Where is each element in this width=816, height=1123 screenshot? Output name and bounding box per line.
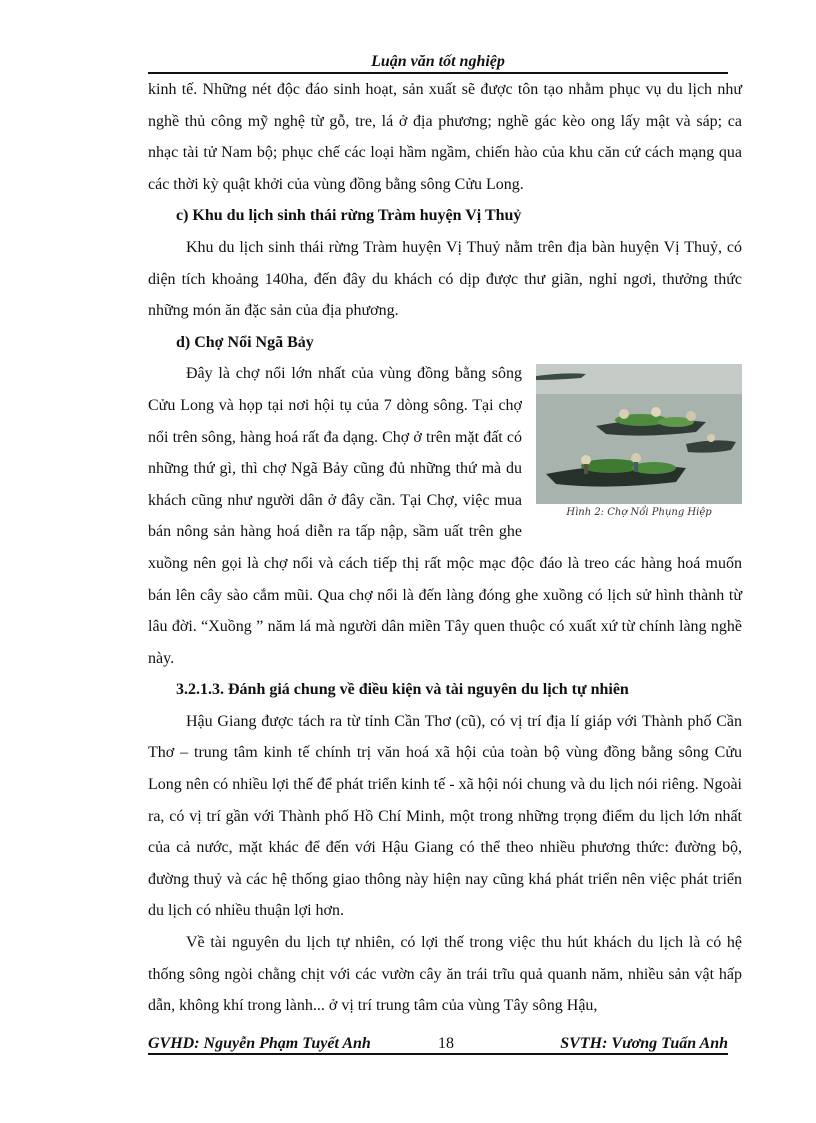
heading-cho-noi: d) Chợ Nổi Ngã Bảy [176,333,314,351]
paragraph-continuation: kinh tế. Những nét độc đáo sinh hoạt, sản xuất sẽ được tôn tạo nhằm phục vụ du lịch như nghề thủ công mỹ nghệ từ gỗ, tre, lá ở địa phương; nghề gác kèo ong lấy mật và sáp; ca nhạc tài tử Nam bộ; phục chế các loại hầm ngầm, chiến hào của khu căn cứ cách mạng qua các thời kỳ quật khởi của vùng đồng bằng sông Cửu Long. [148,81,742,193]
page-number: 18 [438,1035,454,1052]
page-footer [148,1035,728,1077]
paragraph-cho-noi: Đây là chợ nổi lớn nhất của vùng đồng bằng sông Cửu Long và họp tại nơi hội tụ của 7 dòng sông. Tại chợ nổi trên sông, hàng hoá rất đa dạng. Chợ ở trên mặt đất có những thứ gì, thì chợ Ngã Bảy cũng đủ những thứ mà du khách cũng như người dân ở đây cần. Tại Chợ, việc mua bán nông sản hàng hoá diễn ra tấp nập, sầm uất trên ghe xuồng nên gọi là chợ nổi và cách tiếp thị rất mộc mạc độc đáo là treo các hàng hoá muốn bán lên cây sào cắm mũi. Qua chợ nổi là đến làng đóng ghe xuồng có lịch sử hình thành từ lâu đời. “Xuồng ” năm lá mà người dân miền Tây quen thuộc có xuất xứ từ chính làng nghề này. [148,365,742,667]
heading-danh-gia-chung: 3.2.1.3. Đánh giá chung về điều kiện và tài nguyên du lịch tự nhiên [176,681,629,699]
footer-advisor: GVHD: Nguyễn Phạm Tuyết Anh [148,1035,371,1052]
floating-market-photo [536,364,742,504]
page-content [148,74,742,1022]
figure-floating-market [536,364,742,520]
footer-student: SVTH: Vương Tuấn Anh [560,1035,728,1052]
figure-caption: Hình 2: Chợ Nổi Phụng Hiệp [566,507,712,519]
floating-market-illustration [536,364,742,504]
paragraph-tai-nguyen: Về tài nguyên du lịch tự nhiên, có lợi thế trong việc thu hút khách du lịch là có hệ thống sông ngòi chằng chịt với các vườn cây ăn trái trĩu quả quanh năm, nhiều sản vật hấp dẫn, không khí trong lành... ở vị trí trung tâm của vùng Tây sông Hậu, [148,934,742,1015]
paragraph-rung-tram: Khu du lịch sinh thái rừng Tràm huyện Vị Thuỷ nằm trên địa bàn huyện Vị Thuỷ, có diện tích khoảng 140ha, đến đây du khách có dịp được thư giãn, nghỉ ngơi, thưởng thức những món ăn đặc sản của địa phương. [148,238,742,320]
page-header: Luận văn tốt nghiệp [148,52,728,74]
paragraph-hau-giang: Hậu Giang được tách ra từ tỉnh Cần Thơ (cũ), có vị trí địa lí giáp với Thành phố Cần Thơ – trung tâm kinh tế chính trị văn hoá xã hội của toàn bộ vùng đồng bằng sông Cửu Long nên có nhiều lợi thế để phát triển kinh tế - xã hội nói chung và du lịch nói riêng. Ngoài ra, có vị trí gần với Thành phố Hồ Chí Minh, một trong những trọng điểm du lịch lớn nhất của cả nước, mặt khác để đến với Hậu Giang có thể theo nhiều phương thức: đường bộ, đường thuỷ và các hệ thống giao thông này hiện nay cũng khá phát triển nên việc phát triển du lịch có nhiều thuận lợi hơn. [148,712,742,920]
heading-rung-tram: c) Khu du lịch sinh thái rừng Tràm huyện Vị Thuỷ [176,207,522,225]
